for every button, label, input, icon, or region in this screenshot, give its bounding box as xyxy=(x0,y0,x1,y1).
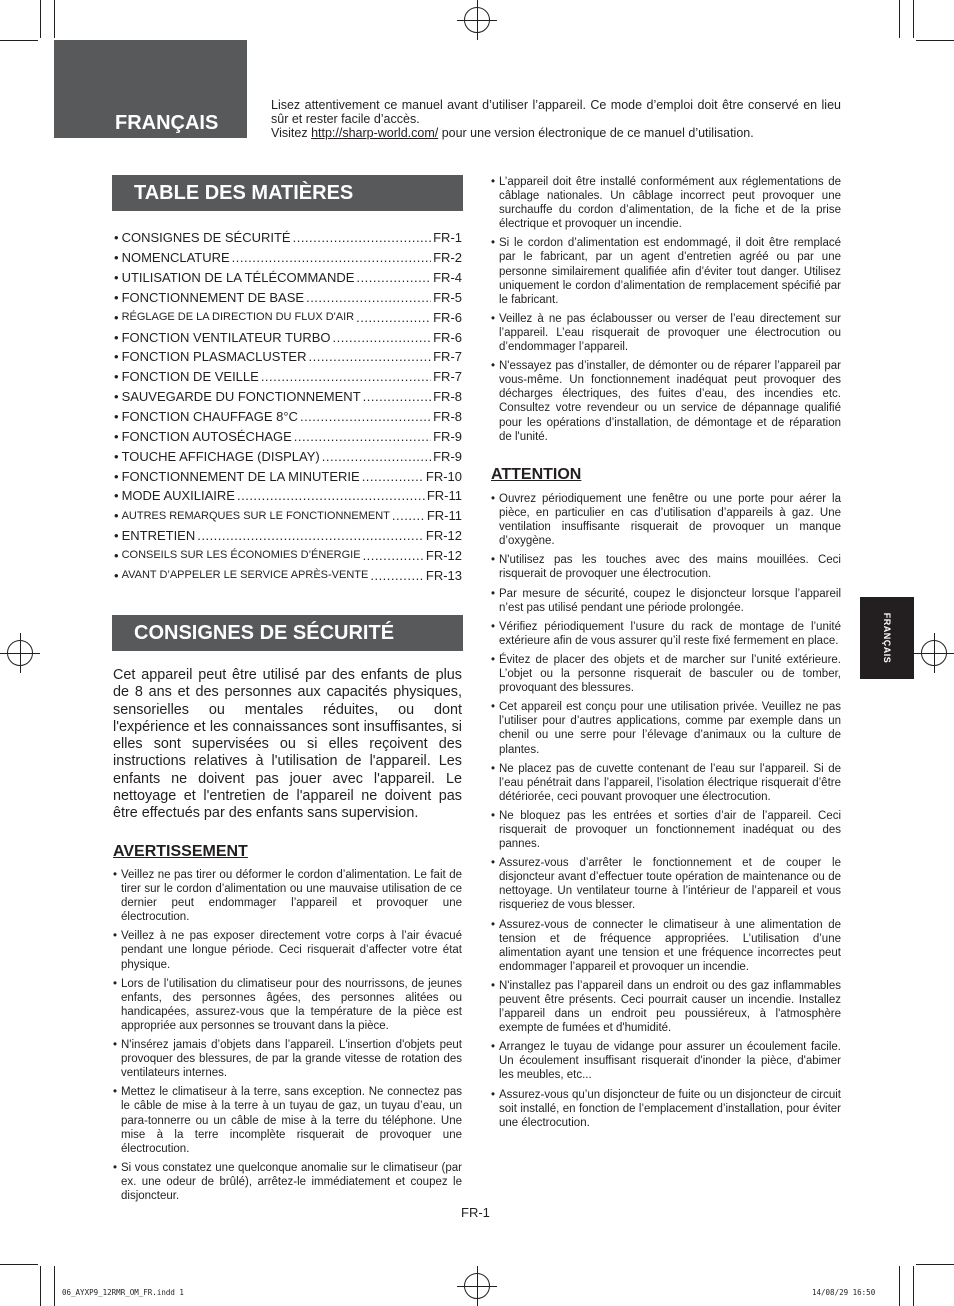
toc-bullet: • xyxy=(114,488,119,504)
toc-entry-label: AUTRES REMARQUES SUR LE FONCTIONNEMENT xyxy=(121,509,390,522)
toc-bullet: • xyxy=(114,270,119,286)
language-header-box xyxy=(54,40,247,138)
toc-leader-dots xyxy=(232,250,431,265)
registration-mark xyxy=(0,633,40,673)
side-tab-label: FRANÇAIS xyxy=(882,612,892,664)
warning-list xyxy=(113,868,462,1208)
toc-entry-label: AVANT D’APPELER LE SERVICE APRÈS-VENTE xyxy=(121,569,369,582)
list-item: • Veillez ne pas tirer ou déformer le cordon d’alimentation. Le fait de tirer sur le cordon d’alimentation ou une mauvaise utilisation de ce dernier peut endommager l’appareil et provoquer une électrocution. xyxy=(113,868,462,924)
crop-mark xyxy=(913,1266,914,1306)
toc-entry-page: FR-2 xyxy=(433,250,462,266)
toc-bullet: • xyxy=(114,289,119,305)
list-item: • N'essayez pas d’installer, de démonter ou de réparer l’appareil par vous-même. Un fonctionnement inadéquat peut provoquer des décharges électriques, des fuites d’eau, des incendies etc. Consultez votre revendeur ou un service de dépannage qualifié pour les opérations d’installation, de démontage et de réparation de l'unité. xyxy=(491,359,841,444)
toc-entry-label: MODE AUXILIAIRE xyxy=(121,488,235,504)
toc-entry-page: FR-11 xyxy=(426,488,462,504)
list-item: • Vérifiez périodiquement l’usure du rack de montage de l’unité extérieure afin de vous assurer qu’il reste fixé fermement en place. xyxy=(491,620,841,648)
toc-leader-dots xyxy=(293,230,432,245)
toc-entry-label: SAUVEGARDE DU FONCTIONNEMENT xyxy=(121,389,361,405)
list-item: • Cet appareil est conçu pour une utilisation privée. Veuillez ne pas l’utiliser pour d’autres applications, comme par exemple dans un chenil ou une serre pour l’élevage d’animaux ou la culture de plantes. xyxy=(491,700,841,756)
toc-leader-dots xyxy=(356,270,431,285)
toc-entry-label: FONCTION CHAUFFAGE 8°C xyxy=(121,409,298,425)
registration-mark xyxy=(457,0,497,40)
toc-bullet: • xyxy=(114,547,119,563)
toc-entry[interactable] xyxy=(114,407,462,427)
toc-bullet: • xyxy=(114,448,119,464)
toc-leader-dots xyxy=(294,429,431,444)
safety-title-bar xyxy=(112,615,463,651)
safety-title: CONSIGNES DE SÉCURITÉ xyxy=(134,622,395,644)
toc-entry-page: FR-13 xyxy=(425,567,462,583)
toc-bullet: • xyxy=(114,250,119,266)
page-number: FR-1 xyxy=(461,1205,490,1220)
toc-bullet: • xyxy=(114,409,119,425)
crop-mark xyxy=(916,1264,954,1265)
crop-mark xyxy=(899,0,900,38)
toc-leader-dots xyxy=(197,528,424,543)
list-item: • Par mesure de sécurité, coupez le disjoncteur lorsque l’appareil n’est pas utilisé pendant une période prolongée. xyxy=(491,587,841,615)
toc-leader-dots xyxy=(261,369,431,384)
toc-entry-label: FONCTION DE VEILLE xyxy=(121,369,259,385)
list-item: • Mettez le climatiseur à la terre, sans exception. Ne connectez pas le câble de mise à la terre à un tuyau de gaz, un tuyau d’eau, un para-tonnerre ou un câble de mise à la terre du téléphone. Une mise à la terre incomplète risquerait de provoquer une électrocution. xyxy=(113,1085,462,1155)
caution-list xyxy=(491,492,841,1135)
toc-entry-label: NOMENCLATURE xyxy=(121,250,230,266)
crop-mark xyxy=(54,0,55,38)
toc-entry[interactable] xyxy=(114,446,462,466)
toc-entry-page: FR-12 xyxy=(425,547,462,563)
toc-entry[interactable] xyxy=(114,228,462,248)
toc-entry[interactable] xyxy=(114,347,462,367)
toc-entry-page: FR-8 xyxy=(433,409,462,425)
toc-entry-page: FR-7 xyxy=(433,369,462,385)
toc-leader-dots xyxy=(370,568,424,583)
crop-mark xyxy=(899,1266,900,1306)
crop-mark xyxy=(0,40,38,41)
toc-bullet: • xyxy=(114,428,119,444)
toc-entry[interactable] xyxy=(114,426,462,446)
toc-leader-dots xyxy=(356,310,431,325)
warning-list-continued xyxy=(491,175,841,449)
toc-leader-dots xyxy=(322,449,431,464)
toc-leader-dots xyxy=(306,290,431,305)
toc-entry-label: UTILISATION DE LA TÉLÉCOMMANDE xyxy=(121,270,355,286)
toc-leader-dots xyxy=(363,389,431,404)
toc-entry[interactable] xyxy=(114,506,462,526)
toc-entry-label: FONCTION VENTILATEUR TURBO xyxy=(121,329,331,345)
toc-entry[interactable] xyxy=(114,466,462,486)
intro-visit-suffix: pour une version électronique de ce manuel d’utilisation. xyxy=(438,126,754,140)
toc-entry[interactable] xyxy=(114,546,462,566)
list-item: • Ouvrez périodiquement une fenêtre ou une porte pour aérer la pièce, en particulier en cas d’utilisation d’appareils à gaz. Une ventilation insuffisante risquerait de provoquer un manque d’oxygène. xyxy=(491,492,841,548)
intro-visit-prefix: Visitez xyxy=(271,126,312,140)
list-item: • Assurez-vous qu’un disjoncteur de fuite ou un disjoncteur de circuit soit installé, en fonction de l’emplacement d’installation, pour éviter une électrocution. xyxy=(491,1088,841,1130)
toc-bullet: • xyxy=(114,369,119,385)
safety-intro-paragraph: Cet appareil peut être utilisé par des enfants de plus de 8 ans et des personnes aux capacités physiques, sensorielles ou mentales réduites, ou dont l'expérience et les connaissances sont insuffisantes, si elles sont supervisées ou si elles reçoivent des instructions relatives à l'utilisation de l'appareil. Les enfants ne doivent pas jouer avec l'appareil. Le nettoyage et l'entretien de l'appareil ne doivent pas être effectués par des enfants sans supervision. xyxy=(113,667,462,822)
crop-mark xyxy=(40,1266,41,1306)
list-item: • Ne bloquez pas les entrées et sorties d’air de l’appareil. Ceci risquerait de provoquer un fonctionnement inadéquat ou des pannes. xyxy=(491,809,841,851)
crop-mark xyxy=(54,1266,55,1306)
intro-text: Lisez attentivement ce manuel avant d’utiliser l’appareil. Ce mode d’emploi doit être conservé en lieu sûr et rester facile d’accès. xyxy=(271,98,841,126)
toc-entry-page: FR-6 xyxy=(433,309,462,325)
toc-entry-label: FONCTION AUTOSÉCHAGE xyxy=(121,428,292,444)
toc-entry-page: FR-6 xyxy=(433,329,462,345)
list-item: • Si vous constatez une quelconque anomalie sur le climatiseur (par ex. une odeur de brûlé), arrêtez-le immédiatement et coupez le disjoncteur. xyxy=(113,1161,462,1203)
toc-entry-label: TOUCHE AFFICHAGE (DISPLAY) xyxy=(121,448,320,464)
list-item: • Lors de l’utilisation du climatiseur pour des nourrissons, de jeunes enfants, des personnes âgées, des personnes alitées ou handicapées, assurez-vous que la température de la pièce est appropriée aux personnes se trouvant dans la pièce. xyxy=(113,977,462,1033)
toc-title-bar xyxy=(112,175,463,211)
toc-entry[interactable] xyxy=(114,526,462,546)
toc-leader-dots xyxy=(333,330,432,345)
toc-leader-dots xyxy=(392,508,425,523)
toc-entry-label: CONSEILS SUR LES ÉCONOMIES D’ÉNERGIE xyxy=(121,549,361,562)
toc-entry-page: FR-9 xyxy=(433,428,462,444)
list-item: • Assurez-vous d’arrêter le fonctionnement et de couper le disjoncteur avant d’effectuer toute opération de maintenance ou de nettoyage. Un ventilateur tourne à l’intérieur de l’appareil et vous risqueriez de vous blesser. xyxy=(491,856,841,912)
language-label: FRANÇAIS xyxy=(115,112,219,134)
toc-entry-page: FR-5 xyxy=(433,289,462,305)
toc-bullet: • xyxy=(114,567,119,583)
toc-entry[interactable] xyxy=(114,387,462,407)
warning-heading: AVERTISSEMENT xyxy=(113,843,248,860)
toc-entry[interactable] xyxy=(114,565,462,585)
list-item: • N'insérez jamais d’objets dans l’appareil. L'insertion d'objets peut provoquer des blessures, de par la grande vitesse de rotation des ventilateurs internes. xyxy=(113,1038,462,1080)
toc-entry[interactable] xyxy=(114,268,462,288)
toc-entry-page: FR-12 xyxy=(425,528,462,544)
crop-mark xyxy=(916,40,954,41)
list-item: • Assurez-vous de connecter le climatiseur à une alimentation de tension et de fréquence appropriées. L’utilisation d’une alimentation ayant une tension et une fréquence incorrectes peut endommager l’appareil et provoquer un incendie. xyxy=(491,918,841,974)
toc-entry-label: FONCTIONNEMENT DE LA MINUTERIE xyxy=(121,468,360,484)
toc-entry-page: FR-11 xyxy=(426,508,462,524)
toc-leader-dots xyxy=(308,349,431,364)
sharp-website-link[interactable]: http://sharp-world.com/ xyxy=(311,126,439,140)
toc-title: TABLE DES MATIÈRES xyxy=(134,182,354,204)
toc-entry[interactable] xyxy=(114,327,462,347)
print-slug-filename: 06_AYXP9_12RMR_OM_FR.indd 1 xyxy=(62,1288,184,1297)
list-item: • Ne placez pas de cuvette contenant de l’eau sur l’appareil. Si de l’eau pénétrait dans l’appareil, l’isolation électrique risquerait d’être détériorée, ceci pouvant provoquer une électrocution. xyxy=(491,762,841,804)
toc-bullet: • xyxy=(114,389,119,405)
list-item: • N'installez pas l’appareil dans un endroit ou des gaz inflammables peuvent être présents. Ceci pourrait causer un incendie. Installez l’appareil dans un endroit peu poussiéreux, à l'atmosphère exempte de fumées et d'humidité. xyxy=(491,979,841,1035)
toc-entry[interactable] xyxy=(114,307,462,327)
toc-entry-label: ENTRETIEN xyxy=(121,528,196,544)
toc-entry-page: FR-9 xyxy=(433,448,462,464)
crop-mark xyxy=(40,0,41,38)
toc-bullet: • xyxy=(114,468,119,484)
toc-leader-dots xyxy=(362,469,424,484)
toc-entry-page: FR-7 xyxy=(433,349,462,365)
caution-heading: ATTENTION xyxy=(491,466,582,483)
toc-entry-label: CONSIGNES DE SÉCURITÉ xyxy=(121,230,291,246)
print-slug-timestamp: 14/08/29 16:50 xyxy=(812,1288,876,1297)
list-item: • Arrangez le tuyau de vidange pour assurer un écoulement facile. Un écoulement insuffisant risquerait d'inonder la pièce, d'abimer les meubles, etc... xyxy=(491,1040,841,1082)
list-item: • Veillez à ne pas exposer directement votre corps à l’air évacué pendant une longue période. Ceci risquerait d’affecter votre état physique. xyxy=(113,929,462,971)
toc-entry-label: RÉGLAGE DE LA DIRECTION DU FLUX D'AIR xyxy=(121,311,355,324)
list-item: • Si le cordon d’alimentation est endommagé, il doit être remplacé par le fabricant, par un agent d’entretien agréé ou par une personne similairement qualifiée afin d’éviter tout danger. Utilisez uniquement le cordon d’alimentation de remplacement spécifié par le fabricant. xyxy=(491,236,841,306)
language-side-tab xyxy=(860,597,914,679)
toc-entry-page: FR-4 xyxy=(433,270,462,286)
toc-entry[interactable] xyxy=(114,486,462,506)
list-item: • Veillez à ne pas éclabousser ou verser de l’eau directement sur l’appareil. L’eau risquerait de provoquer une électrocution ou d’endommager l’appareil. xyxy=(491,312,841,354)
list-item: • Évitez de placer des objets et de marcher sur l’unité extérieure. L’objet ou la personne risquerait de basculer ou de tomber, provoquant des blessures. xyxy=(491,653,841,695)
toc-entry[interactable] xyxy=(114,248,462,268)
crop-mark xyxy=(0,1264,38,1265)
toc-leader-dots xyxy=(300,409,431,424)
registration-mark xyxy=(457,1266,497,1306)
toc-bullet: • xyxy=(114,309,119,325)
toc-bullet: • xyxy=(114,329,119,345)
toc-entry-label: FONCTIONNEMENT DE BASE xyxy=(121,289,305,305)
toc-bullet: • xyxy=(114,508,119,524)
registration-mark xyxy=(914,633,954,673)
table-of-contents xyxy=(114,228,462,585)
toc-entry[interactable] xyxy=(114,367,462,387)
toc-leader-dots xyxy=(237,488,425,503)
toc-bullet: • xyxy=(114,528,119,544)
toc-entry[interactable] xyxy=(114,288,462,308)
toc-entry-page: FR-10 xyxy=(425,468,462,484)
crop-mark xyxy=(913,0,914,38)
toc-bullet: • xyxy=(114,230,119,246)
toc-bullet: • xyxy=(114,349,119,365)
toc-entry-page: FR-8 xyxy=(433,389,462,405)
toc-entry-page: FR-1 xyxy=(433,230,462,246)
list-item: • N'utilisez pas les touches avec des mains mouillées. Ceci risquerait de provoquer une électrocution. xyxy=(491,553,841,581)
toc-leader-dots xyxy=(363,548,424,563)
toc-entry-label: FONCTION PLASMACLUSTER xyxy=(121,349,307,365)
intro-paragraph xyxy=(271,98,841,140)
list-item: • L’appareil doit être installé conformément aux réglementations de câblage nationales. Un câblage incorrect peut provoquer une surchauffe du cordon d’alimentation, de la fiche et de la prise électrique et provoquer un incendie. xyxy=(491,175,841,231)
